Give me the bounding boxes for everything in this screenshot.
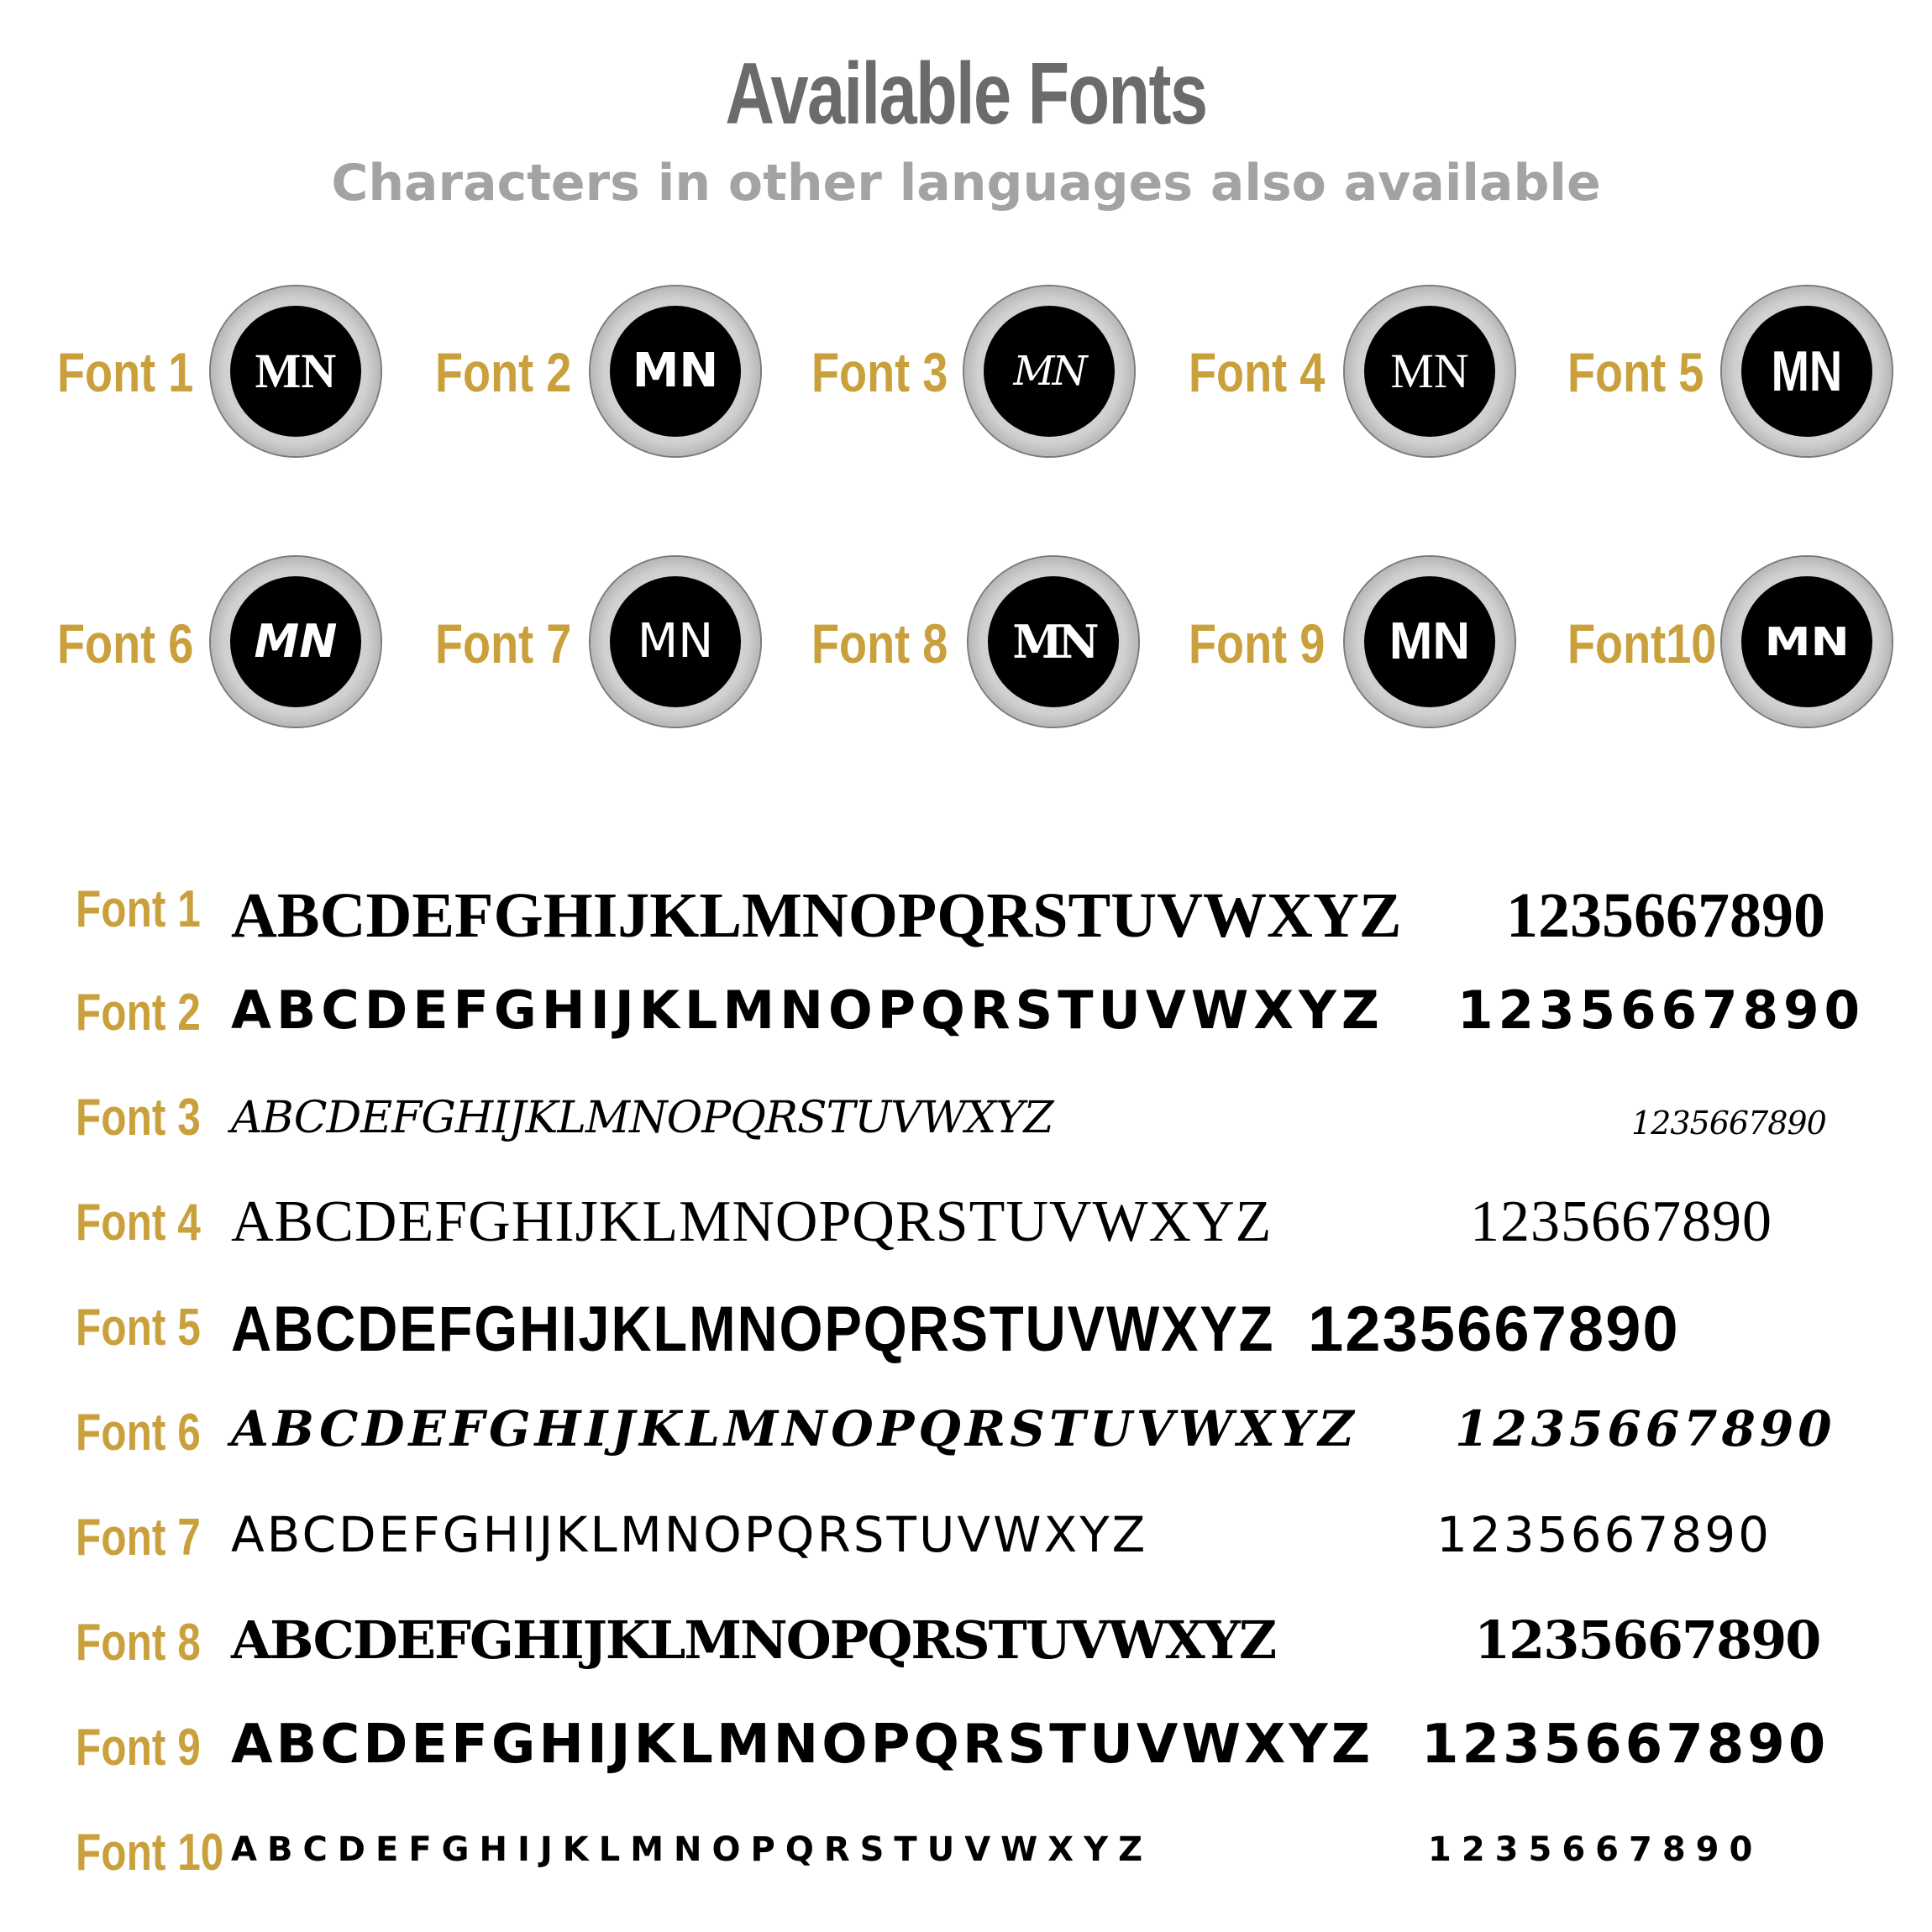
sample-letters: ABCDEFGHIJKLMNOPQRSTUVWXYZ — [231, 1830, 1153, 1869]
monogram-disc-inner — [1741, 576, 1872, 707]
sample-digits: 1235667890 — [1457, 979, 1866, 1041]
sample-letters: ABCDEFGHIJKLMNOPQRSTUVWXYZ — [231, 1714, 1374, 1776]
swatch-label: Font 4 — [1189, 341, 1326, 403]
monogram-text: MN — [255, 344, 337, 398]
monogram-disc-inner — [1741, 306, 1872, 437]
sample-letters: ABCDEFGHIJKLMNOPQRSTUVWXYZ — [231, 979, 1384, 1041]
monogram-disc — [969, 557, 1138, 727]
sample-letters: ABCDEFGHIJKLMNOPQRSTUVWXYZ — [231, 1189, 1273, 1254]
sample-letters: ABCDEFGHIJKLMNOPQRSTUVWXYZ — [231, 1294, 1275, 1365]
monogram-disc — [591, 557, 760, 727]
sample-digits: 1235667890 — [1631, 1105, 1826, 1142]
sample-letters: ABCDEFGHIJKLMNOPQRSTUVWXYZ — [231, 1609, 1276, 1671]
monogram-disc-inner — [230, 306, 361, 437]
sample-label: Font 7 — [76, 1509, 201, 1567]
monogram-disc — [211, 557, 381, 727]
sample-label: Font 3 — [76, 1089, 201, 1147]
page-title: Available Fonts — [725, 45, 1207, 143]
monogram-disc-inner — [230, 576, 361, 707]
sample-digits: 1235667890 — [1436, 1506, 1772, 1563]
monogram-disc — [1345, 557, 1515, 727]
sample-letters: ABCDEFGHIJKLMNOPQRSTUVWXYZ — [231, 1506, 1148, 1563]
monogram-disc-inner — [610, 576, 741, 707]
sample-letters: ABCDEFGHIJKLMNOPQRSTUVWXYZ — [231, 1093, 1053, 1143]
swatch-label: Font 1 — [57, 341, 194, 403]
monogram-text: MN — [637, 614, 714, 669]
monogram-disc — [964, 286, 1134, 456]
sample-label: Font 1 — [76, 880, 201, 938]
monogram-disc — [591, 286, 760, 456]
page-subtitle: Characters in other languages also available — [331, 154, 1601, 213]
sample-digits: 1235667890 — [1421, 1714, 1830, 1776]
monogram-text: MN — [1771, 339, 1843, 403]
monogram-disc-inner — [1364, 306, 1495, 437]
monogram-text: MN — [1764, 619, 1850, 664]
sample-letters: ABCDEFGHIJKLMNOPQRSTUVWXYZ — [231, 880, 1402, 951]
monogram-disc — [1345, 286, 1515, 456]
swatch-label: Font 2 — [435, 341, 572, 403]
sample-digits: 1235667890 — [1308, 1294, 1680, 1365]
sample-label: Font 8 — [76, 1614, 201, 1672]
monogram-text: MN — [1012, 615, 1095, 669]
monogram-text: MN — [1390, 344, 1469, 398]
monogram-text: MN — [1389, 612, 1471, 670]
sample-label: Font 6 — [76, 1404, 201, 1462]
swatch-label: Font10 — [1567, 612, 1717, 675]
monogram-disc-inner — [610, 306, 741, 437]
swatch-label: Font 7 — [435, 612, 572, 675]
monogram-disc-inner — [988, 576, 1119, 707]
sample-label: Font 2 — [76, 984, 201, 1042]
swatch-label: Font 5 — [1567, 341, 1704, 403]
sample-label: Font 9 — [76, 1719, 201, 1777]
swatch-label: Font 3 — [811, 341, 948, 403]
monogram-text: MN — [632, 344, 719, 398]
sample-digits: 1235667890 — [1474, 1609, 1820, 1671]
sample-letters: ABCDEFGHIJKLMNOPQRSTUVWXYZ — [231, 1400, 1358, 1457]
swatch-label: Font 8 — [811, 612, 948, 675]
swatch-label: Font 9 — [1189, 612, 1326, 675]
sample-label: Font 5 — [76, 1299, 201, 1357]
sample-label: Font 10 — [76, 1824, 224, 1882]
monogram-disc — [1722, 286, 1892, 456]
sample-digits: 1235667890 — [1455, 1400, 1836, 1457]
sample-digits: 1235667890 — [1428, 1830, 1763, 1869]
monogram-disc — [1722, 557, 1892, 727]
sample-label: Font 4 — [76, 1194, 201, 1252]
swatch-label: Font 6 — [57, 612, 194, 675]
sample-digits: 1235667890 — [1470, 1189, 1772, 1254]
monogram-disc-inner — [984, 306, 1115, 437]
monogram-disc — [211, 286, 381, 456]
monogram-text: MN — [1013, 348, 1085, 395]
sample-digits: 1235667890 — [1506, 880, 1825, 951]
monogram-disc-inner — [1364, 576, 1495, 707]
monogram-text: MN — [254, 615, 338, 668]
